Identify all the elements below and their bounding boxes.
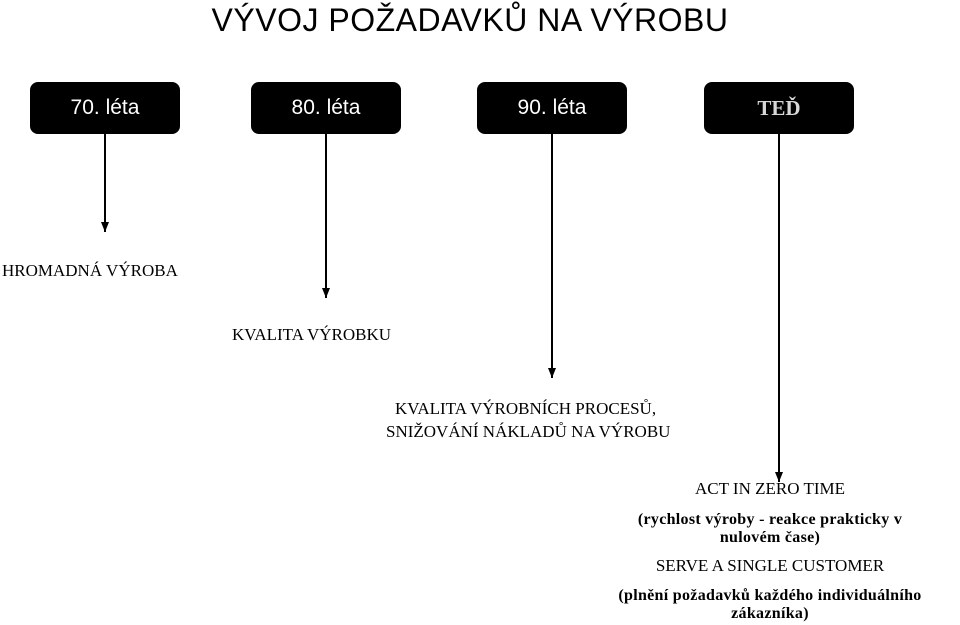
label-process-quality-line1: KVALITA VÝROBNÍCH PROCESŮ, bbox=[395, 399, 657, 418]
label-process-quality-line2: SNIŽOVÁNÍ NÁKLADŮ NA VÝROBU bbox=[386, 422, 671, 441]
page-title: VÝVOJ POŽADAVKŮ NA VÝROBU bbox=[211, 2, 729, 38]
arrowhead-70s bbox=[101, 222, 109, 232]
label-single-customer: SERVE A SINGLE CUSTOMER bbox=[655, 556, 885, 575]
note-act-zero-time-line1: (rychlost výroby - reakce prakticky v bbox=[637, 511, 903, 528]
era-box-70s: 70. léta bbox=[30, 82, 180, 134]
era-box-90s: 90. léta bbox=[477, 82, 627, 134]
era-box-now: TEĎ bbox=[704, 82, 854, 134]
note-single-customer-line1: (plnění požadavků každého individuálního bbox=[618, 587, 922, 604]
era-box-80s: 80. léta bbox=[251, 82, 401, 134]
note-single-customer-line2: zákazníka) bbox=[731, 605, 809, 622]
label-mass-production: HROMADNÁ VÝROBA bbox=[2, 261, 178, 280]
arrowhead-90s bbox=[548, 368, 556, 378]
label-act-zero-time: ACT IN ZERO TIME bbox=[694, 479, 845, 498]
label-product-quality: KVALITA VÝROBKU bbox=[232, 325, 392, 344]
arrowhead-80s bbox=[322, 288, 330, 298]
note-act-zero-time-line2: nulovém čase) bbox=[719, 529, 821, 546]
